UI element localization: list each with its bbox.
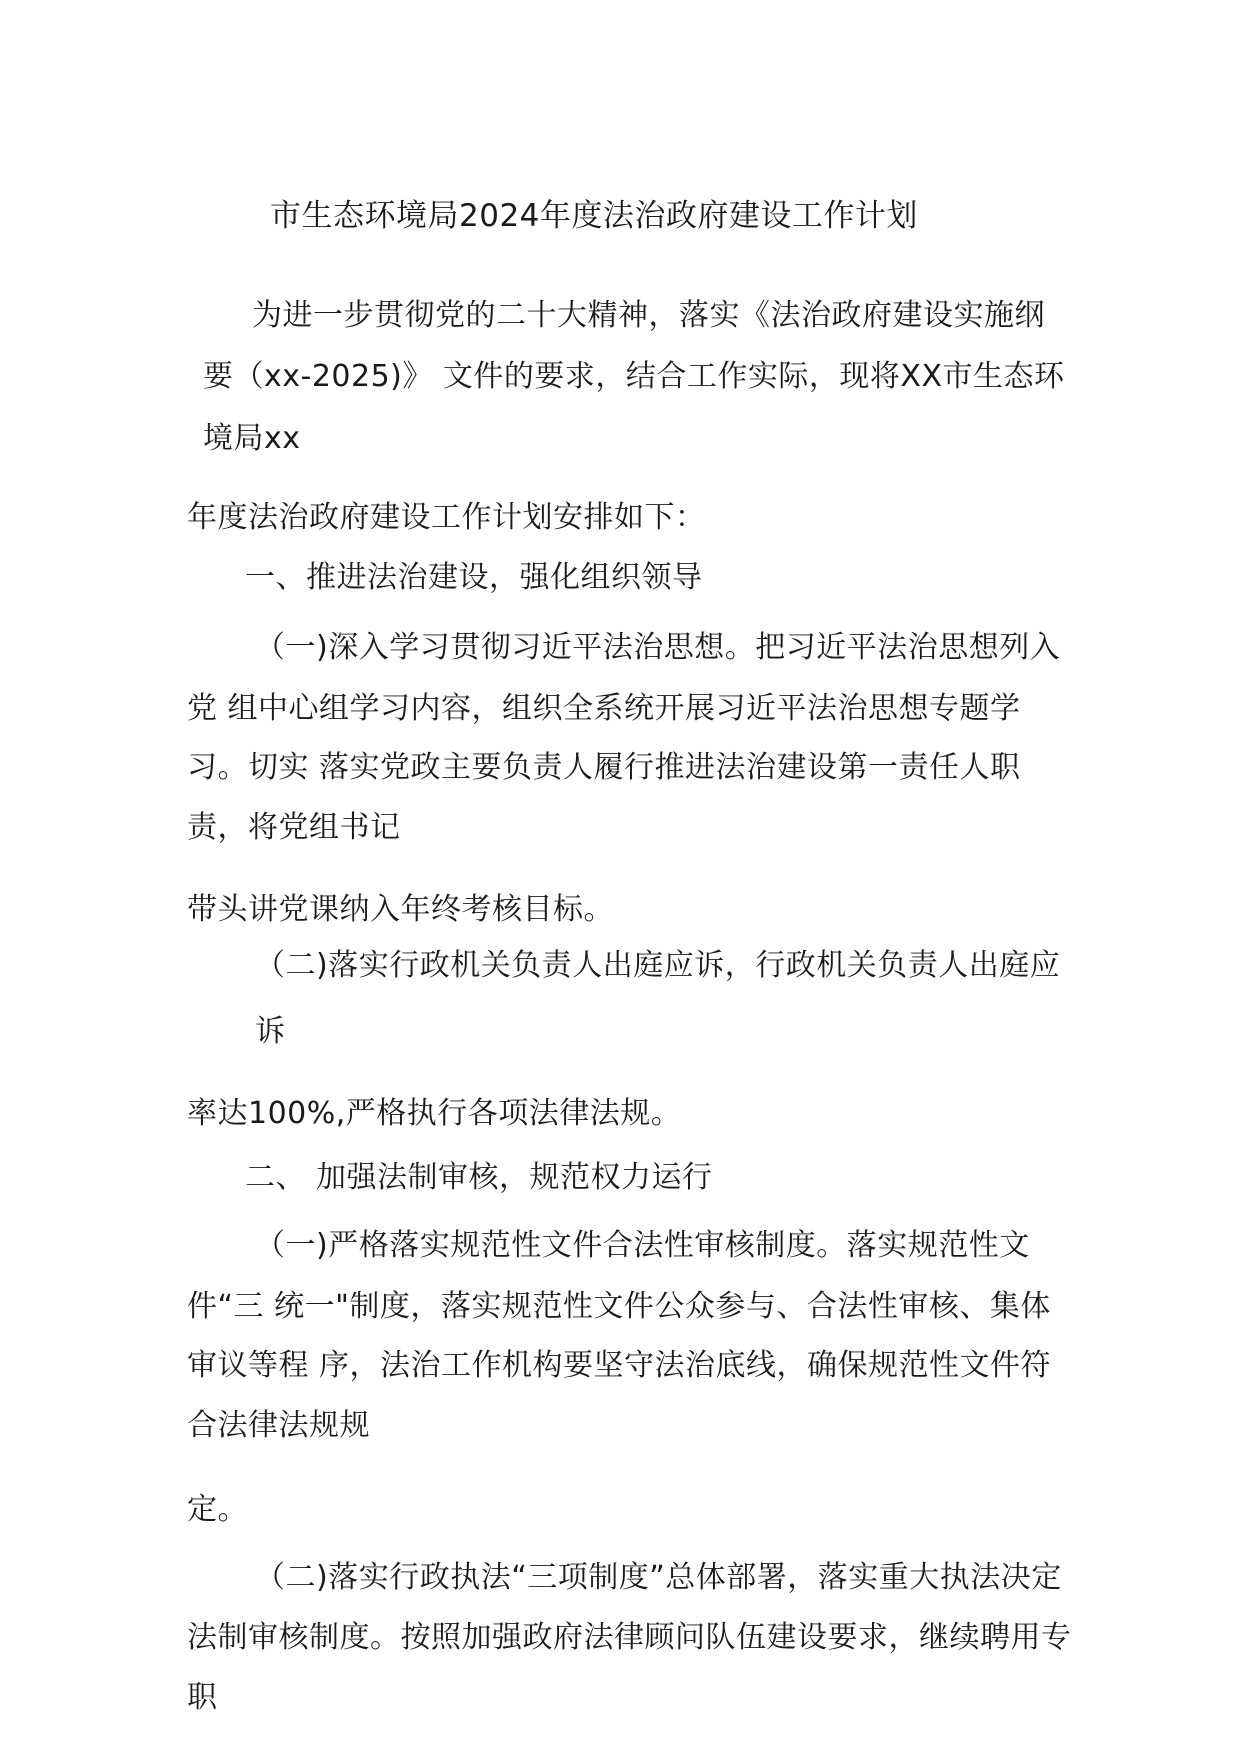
paragraph-line: 职 — [187, 1680, 218, 1715]
paragraph-line: 责，将党组书记 — [187, 810, 401, 845]
paragraph-line: 带头讲党课纳入年终考核目标。 — [187, 892, 614, 927]
paragraph-line: （二)落实行政机关负责人出庭应诉，行政机关负责人出庭应 — [255, 948, 1061, 983]
paragraph-line: 党 组中心组学习内容，组织全系统开展习近平法治思想专题学 — [187, 691, 1021, 726]
paragraph-line: （二)落实行政执法“三项制度”总体部署，落实重大执法决定 — [255, 1560, 1062, 1595]
paragraph-line: 定。 — [187, 1492, 248, 1527]
paragraph-line: 年度法治政府建设工作计划安排如下： — [187, 500, 706, 535]
paragraph-line: 率达100%,严格执行各项法律法规。 — [187, 1096, 682, 1131]
paragraph-line: 件“三 统一"制度，落实规范性文件公众参与、合法性审核、集体 — [187, 1289, 1051, 1324]
paragraph-line: 要（xx-2025)》 文件的要求，结合工作实际，现将XX市生态环 — [203, 359, 1065, 394]
paragraph-line: 审议等程 序，法治工作机构要坚守法治底线，确保规范性文件符 — [187, 1348, 1052, 1383]
paragraph-line: （一)深入学习贯彻习近平法治思想。把习近平法治思想列入 — [255, 630, 1061, 665]
paragraph-line: 法制审核制度。按照加强政府法律顾问队伍建设要求，继续聘用专 — [187, 1620, 1072, 1655]
section-heading: 一、推进法治建设，强化组织领导 — [245, 560, 703, 595]
section-heading: 二、 加强法制审核，规范权力运行 — [245, 1160, 713, 1195]
paragraph-line: 习。切实 落实党政主要负责人履行推进法治建设第一责任人职 — [187, 750, 1021, 785]
document-title: 市生态环境局2024年度法治政府建设工作计划 — [270, 198, 918, 234]
paragraph-line: 境局xx — [203, 421, 301, 456]
paragraph-line: 诉 — [255, 1014, 286, 1049]
paragraph-line: 为进一步贯彻党的二十大精神，落实《法治政府建设实施纲 — [252, 298, 1045, 333]
paragraph-line: 合法律法规规 — [187, 1408, 370, 1443]
paragraph-line: （一)严格落实规范性文件合法性审核制度。落实规范性文 — [255, 1228, 1030, 1263]
